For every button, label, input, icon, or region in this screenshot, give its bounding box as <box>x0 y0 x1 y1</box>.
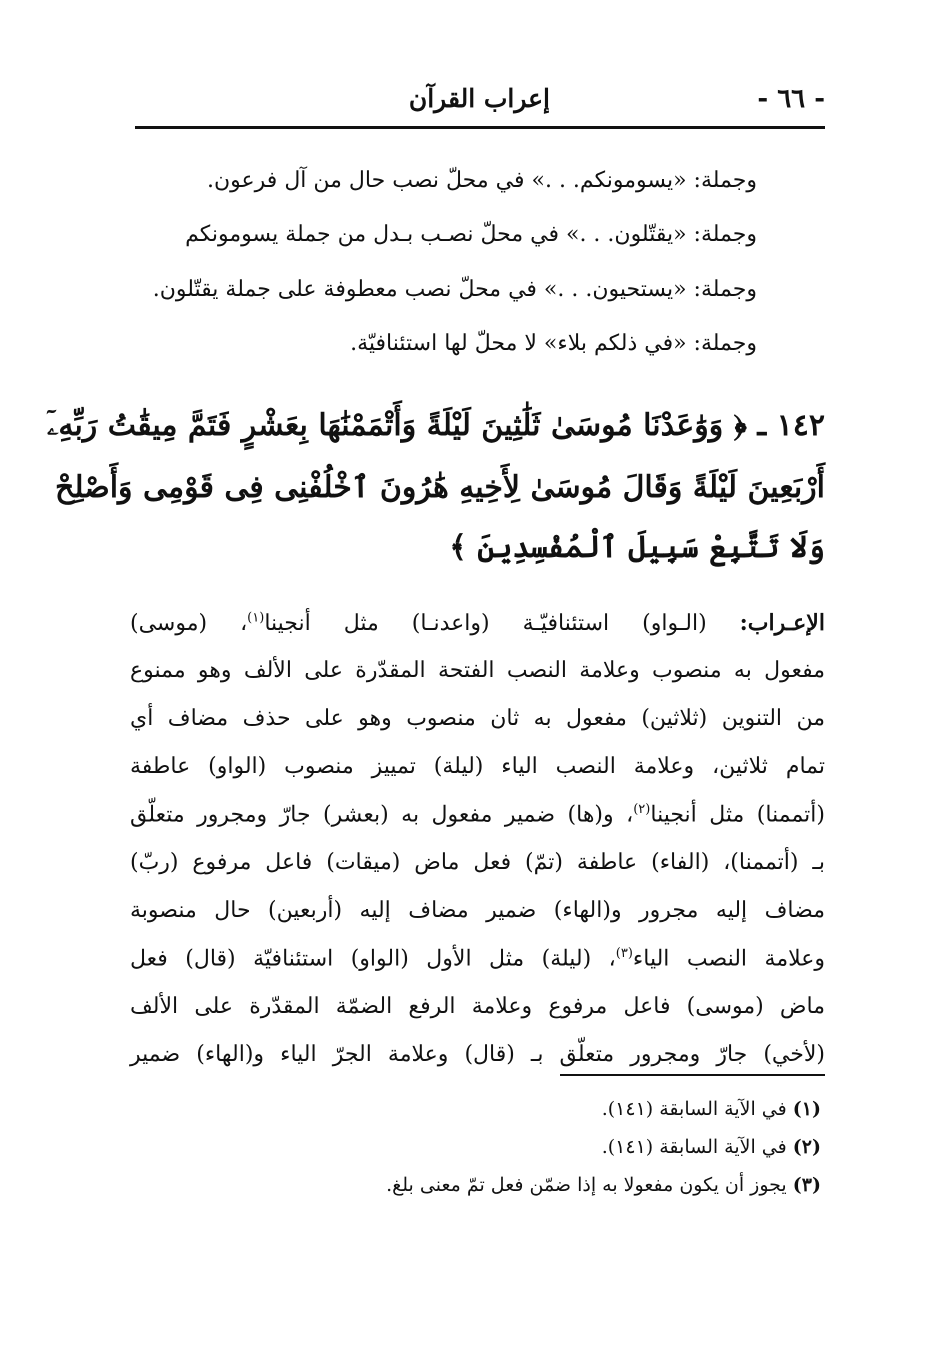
sentence-line: وجملة: «في ذلكم بلاء» لا محلّ لها استئنافيّة. <box>350 331 757 356</box>
i3rab-line <box>130 946 825 971</box>
footnote-number: (٢) <box>792 1136 821 1158</box>
i3rab-line: (لأخي) جارّ ومجرور متعلّق بـ (قال) وعلامة الجرّ الياء و(الهاء) ضمير <box>130 1042 825 1067</box>
sentence-line: وجملة: «يقتّلون. . .» في محلّ نصـب بـدل من جملة يسومونكم <box>185 222 757 247</box>
footnote-number: (١) <box>792 1098 821 1120</box>
i3rab-line <box>130 610 825 636</box>
i3rab-line <box>130 802 825 827</box>
footnote <box>602 1136 821 1158</box>
page-number: - ٦٦ - <box>757 84 825 114</box>
footnote <box>602 1098 821 1120</box>
verse-line: ١٤٢ ـ ﴿ وَوَٰعَدْنَا مُوسَىٰ ثَلَٰثِينَ لَيْلَةً وَأَتْمَمْنَٰهَا بِعَشْرٍ فَتَمَّ مِيقَٰتُ رَبِّهِۦٓ <box>46 408 825 443</box>
i3rab-line: من التنوين (ثلاثين) مفعول به ثان منصوب وهو على حذف مضاف أي <box>130 706 825 731</box>
i3rab-text: ، (موسى) <box>130 611 248 636</box>
i3rab-text: (أتممنا) مثل أنجينا <box>650 802 825 828</box>
i3rab-text: ، (ليلة) مثل الأول (الواو) استئنافيّة (قال) فعل <box>130 946 616 972</box>
i3rab-label: الإعـراب: <box>739 610 825 636</box>
footnote-ref: (٢) <box>633 802 651 817</box>
footnote-divider <box>560 1074 825 1076</box>
footnote-text: في الآية السابقة (١٤١). <box>601 1136 787 1158</box>
i3rab-text: وعلامة النصب الياء <box>632 946 825 972</box>
sentence-line: وجملة: «يسومونكم. . .» في محلّ نصب حال من آل فرعون. <box>207 168 757 193</box>
i3rab-line: مفعول به منصوب وعلامة النصب الفتحة المقدّرة على الألف وهو ممنوع <box>130 658 825 683</box>
i3rab-text: ، و(ها) ضمير مفعول به (بعشر) جارّ ومجرور متعلّق <box>130 802 634 828</box>
footnote <box>386 1174 821 1196</box>
verse-line: أَرْبَعِينَ لَيْلَةً وَقَالَ مُوسَىٰ لِأَخِيهِ هَٰرُونَ ٱخْلُفْنِى فِى قَوْمِى وَأَصْلِحْ <box>54 470 825 505</box>
footnote-text: في الآية السابقة (١٤١). <box>601 1098 787 1120</box>
footnote-ref: (٣) <box>615 946 633 961</box>
i3rab-text: (الـواو) استئنافيّـة (واعدنـا) مثل أنجينا <box>264 611 707 636</box>
header-divider <box>135 126 825 129</box>
footnote-number: (٣) <box>792 1174 821 1196</box>
i3rab-line: بـ (أتممنا)، (الفاء) عاطفة (تمّ) فعل ماض (ميقات) فاعل مرفوع (ربّ) <box>130 850 825 875</box>
i3rab-line: تمام ثلاثين، وعلامة النصب الياء (ليلة) تمييز منصوب (الواو) عاطفة <box>130 754 825 779</box>
footnote-ref: (١) <box>247 610 265 626</box>
book-title: إعراب القرآن <box>408 84 550 113</box>
verse-line: وَلَا تَتَّبِعْ سَبِيلَ ٱلْمُفْسِدِينَ ﴾ <box>449 530 825 565</box>
sentence-line: وجملة: «يستحيون. . .» في محلّ نصب معطوفة على جملة يقتّلون. <box>152 277 757 302</box>
i3rab-line: مضاف إليه مجرور و(الهاء) ضمير مضاف إليه (أربعين) حال منصوبة <box>130 898 825 923</box>
page-header <box>135 84 825 126</box>
footnote-text: يجوز أن يكون مفعولا به إذا ضمّن فعل تمّ معنى بلغ. <box>386 1174 787 1196</box>
i3rab-line: ماض (موسى) فاعل مرفوع وعلامة الرفع الضمّة المقدّرة على الألف <box>130 994 825 1019</box>
